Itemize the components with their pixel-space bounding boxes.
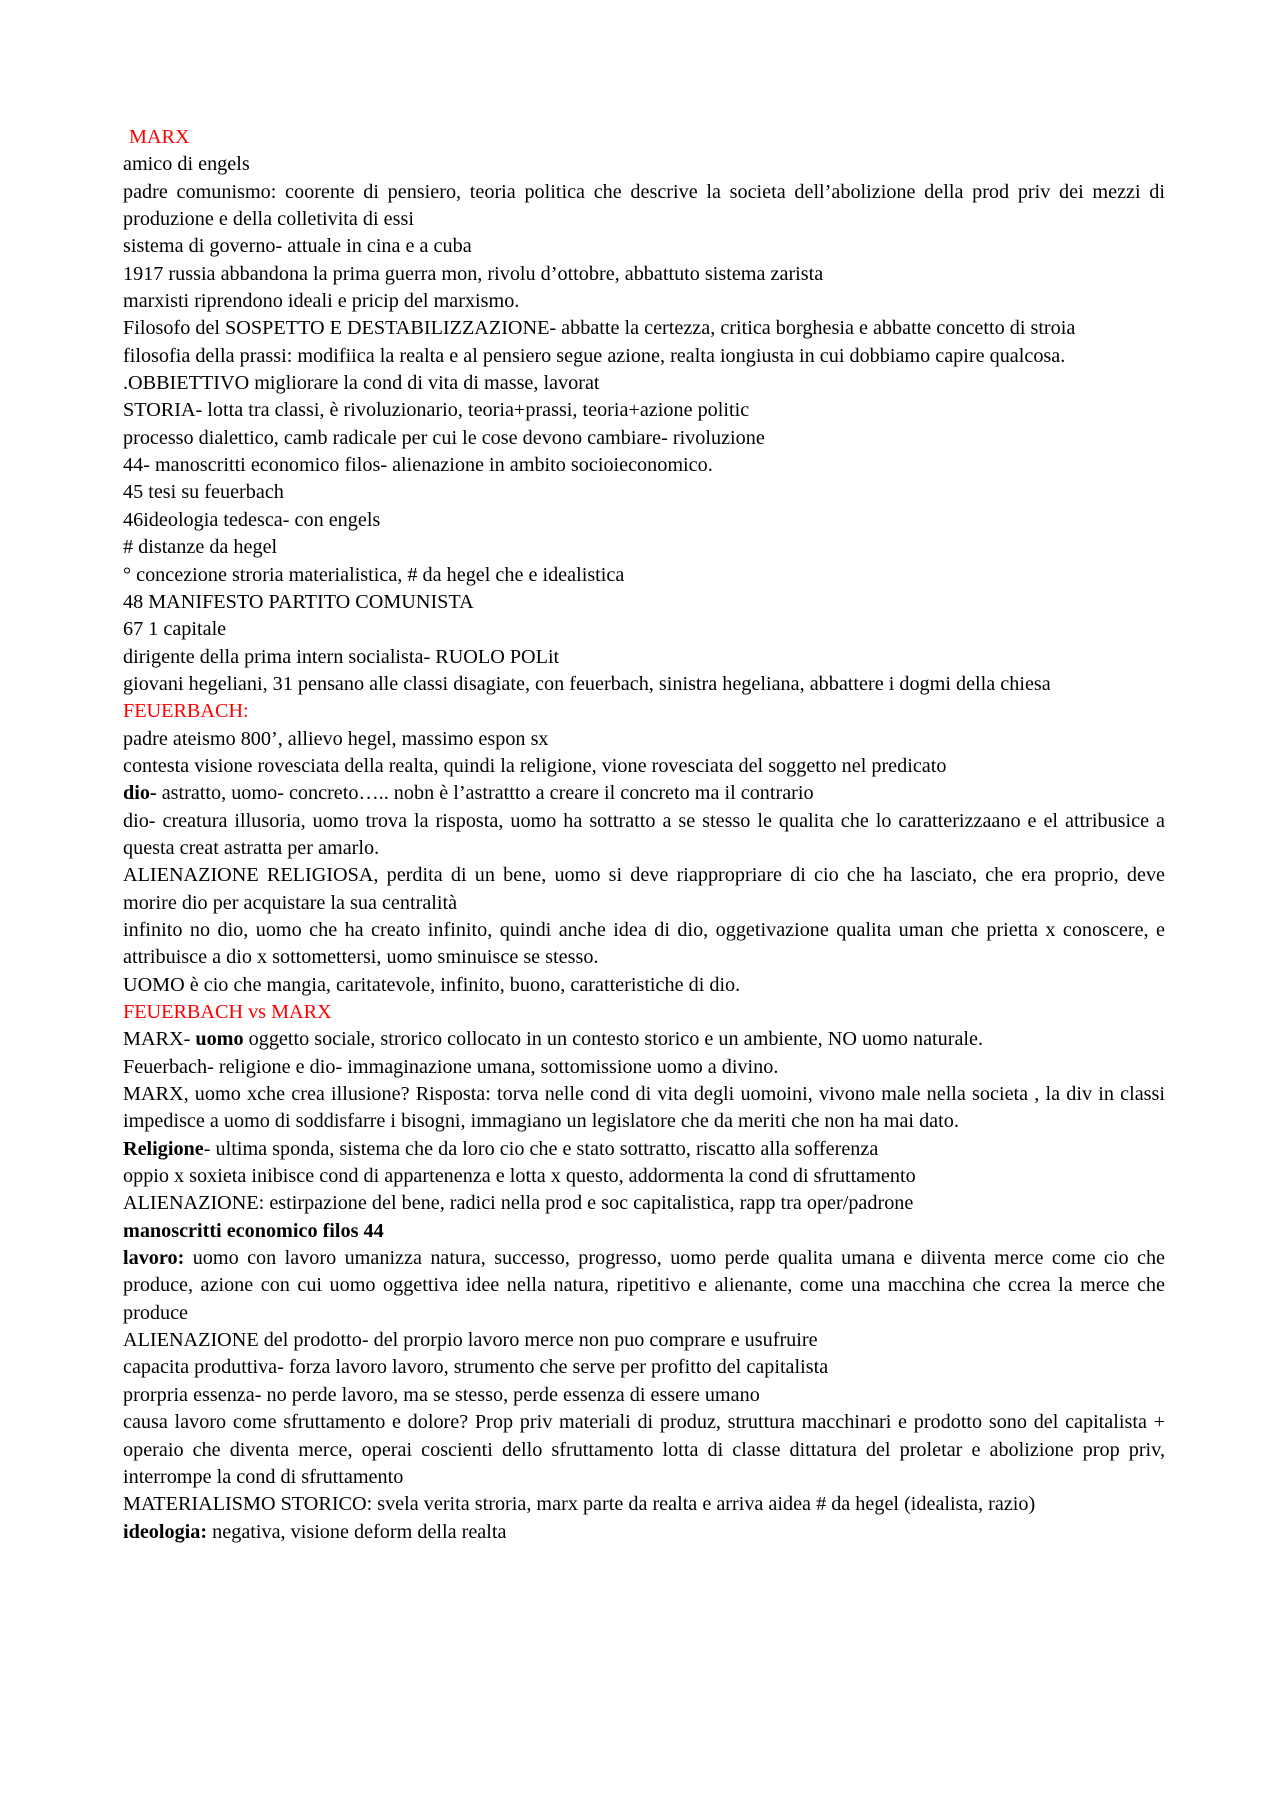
text-line bbox=[123, 1245, 1165, 1327]
text-line bbox=[123, 616, 1165, 643]
line-text: dirigente della prima intern socialista- RUOLO POLit bbox=[123, 645, 560, 668]
text-line bbox=[123, 425, 1165, 452]
line-text: STORIA- lotta tra classi, è rivoluzionario, teoria+prassi, teoria+azione politic bbox=[123, 399, 750, 422]
section-heading-feuerbach-vs-marx: FEUERBACH vs MARX bbox=[123, 1001, 332, 1023]
text-line bbox=[123, 671, 1165, 698]
text-line bbox=[123, 397, 1165, 424]
bold-term: lavoro: bbox=[123, 1247, 185, 1270]
text-line bbox=[123, 261, 1165, 288]
line-text: infinito no dio, uomo che ha creato infinito, quindi anche idea di dio, oggetivazione qualita uman che prietta x conoscere, e attribuisce a dio x sottomettersi, uomo sminuisce se stesso. bbox=[123, 918, 1165, 969]
line-text: Filosofo del SOSPETTO E DESTABILIZZAZIONE- abbatte la certezza, critica borghesia e abbatte concetto di stroia bbox=[123, 317, 1076, 340]
text-line bbox=[123, 479, 1165, 506]
line-text: MARX, uomo xche crea illusione? Risposta: torva nelle cond di vita degli uomoini, vivono male nella societa , la div in classi impedisce a uomo di soddisfarre i bisogni, immagiano un legislatore che da meriti che non ha mai dato. bbox=[123, 1083, 1165, 1133]
text-line bbox=[123, 452, 1165, 479]
line-text: oggetto sociale, strorico collocato in un contesto storico e un ambiente, NO uomo naturale. bbox=[243, 1028, 984, 1051]
text-line bbox=[123, 534, 1165, 561]
text-line bbox=[123, 1491, 1165, 1518]
line-text: oppio x soxieta inibisce cond di appartenenza e lotta x questo, addormenta la cond di sfruttamento bbox=[123, 1165, 916, 1188]
text-line bbox=[123, 1190, 1165, 1217]
line-text: 67 1 capitale bbox=[123, 618, 227, 641]
line-text: ° concezione stroria materialistica, # da hegel che e idealistica bbox=[123, 563, 625, 586]
section-body-feuerbach bbox=[123, 726, 1165, 999]
text-line bbox=[123, 808, 1165, 863]
line-text: - ultima sponda, sistema che da loro cio che e stato sottratto, riscatto alla sofferenza bbox=[203, 1137, 879, 1160]
text-line bbox=[123, 862, 1165, 917]
line-text: 46ideologia tedesca- con engels bbox=[123, 508, 381, 531]
text-line bbox=[123, 179, 1165, 234]
line-text: contesta visione rovesciata della realta, quindi la religione, vione rovesciata del soggetto nel predicato bbox=[123, 754, 947, 777]
bold-term: ideologia: bbox=[123, 1520, 208, 1543]
line-text: ALIENAZIONE: estirpazione del bene, radici nella prod e soc capitalistica, rapp tra oper/padrone bbox=[123, 1192, 914, 1215]
line-text: dio- creatura illusoria, uomo trova la risposta, uomo ha sottratto a se stesso le qualita che lo caratterizzaano e el attribusice a questa creat astratta per amarlo. bbox=[123, 809, 1165, 859]
text-line bbox=[123, 1163, 1165, 1190]
line-text: marxisti riprendono ideali e pricip del marxismo. bbox=[123, 290, 520, 313]
text-line bbox=[123, 1409, 1165, 1491]
section-body-marx bbox=[123, 151, 1165, 698]
line-text: giovani hegeliani, 31 pensano alle classi disagiate, con feuerbach, sinistra hegeliana, abbattere i dogmi della chiesa bbox=[123, 672, 1051, 695]
text-line bbox=[123, 1327, 1165, 1354]
line-text: astratto, uomo- concreto….. nobn è l’astrattto a creare il concreto ma il contrario bbox=[156, 782, 814, 805]
line-text: UOMO è cio che mangia, caritatevole, infinito, buono, caratteristiche di dio. bbox=[123, 973, 741, 996]
section-body-feuerbach-vs-marx bbox=[123, 1026, 1165, 1546]
line-text: capacita produttiva- forza lavoro lavoro, strumento che serve per profitto del capitalista bbox=[123, 1356, 829, 1379]
line-text: 1917 russia abbandona la prima guerra mon, rivolu d’ottobre, abbattuto sistema zarista bbox=[123, 262, 824, 285]
text-line bbox=[123, 315, 1165, 342]
text-line bbox=[123, 972, 1165, 999]
text-line bbox=[123, 726, 1165, 753]
line-text: uomo con lavoro umanizza natura, successo, progresso, uomo perde qualita umana e diiventa merce come cio che produce, azione con cui uomo oggettiva idee nella natura, ripetitivo e alienante, come una macchina che ccrea la merce che produce bbox=[123, 1247, 1165, 1324]
bold-term: manoscritti economico filos 44 bbox=[123, 1219, 384, 1242]
text-line bbox=[123, 507, 1165, 534]
text-line bbox=[123, 151, 1165, 178]
text-line bbox=[123, 1026, 1165, 1053]
line-text: ALIENAZIONE RELIGIOSA, perdita di un bene, uomo si deve riappropriare di cio che ha lasciato, che era proprio, deve morire dio per acquistare la sua centralità bbox=[123, 864, 1165, 914]
line-text: amico di engels bbox=[123, 153, 250, 176]
text-line bbox=[123, 1054, 1165, 1081]
bold-term: Religione bbox=[123, 1137, 204, 1160]
line-text: causa lavoro come sfruttamento e dolore? Prop priv materiali di produz, struttura macchinari e prodotto sono del capitalista + operaio che diventa merce, operai coscienti dello sfruttamento lotta di classe dittatura del proletar e abolizione prop priv, interrompe la cond di sfruttamento bbox=[123, 1411, 1165, 1488]
text-line bbox=[123, 1218, 1165, 1245]
text-line bbox=[123, 1081, 1165, 1136]
document-page bbox=[123, 124, 1165, 1546]
line-text: processo dialettico, camb radicale per cui le cose devono cambiare- rivoluzione bbox=[123, 426, 765, 449]
bold-term: uomo bbox=[195, 1028, 244, 1051]
text-line bbox=[123, 1354, 1165, 1381]
section-heading-feuerbach: FEUERBACH: bbox=[123, 700, 249, 723]
text-line bbox=[123, 644, 1165, 671]
line-text: # distanze da hegel bbox=[123, 536, 278, 559]
line-text: ALIENAZIONE del prodotto- del prorpio lavoro merce non puo comprare e usufruire bbox=[123, 1329, 818, 1352]
text-line bbox=[123, 1519, 1165, 1546]
text-line bbox=[123, 233, 1165, 260]
text-line bbox=[123, 343, 1165, 370]
text-line bbox=[123, 753, 1165, 780]
text-line bbox=[123, 780, 1165, 807]
line-text: .OBBIETTIVO migliorare la cond di vita di masse, lavorat bbox=[123, 372, 600, 395]
text-line bbox=[123, 1382, 1165, 1409]
text-line bbox=[123, 1136, 1165, 1163]
text-line bbox=[123, 370, 1165, 397]
text-line bbox=[123, 917, 1165, 972]
text-line bbox=[123, 562, 1165, 589]
line-text: padre ateismo 800’, allievo hegel, massimo espon sx bbox=[123, 727, 549, 750]
line-text: filosofia della prassi: modifiica la realta e al pensiero segue azione, realta iongiusta in cui dobbiamo capire qualcosa. bbox=[123, 344, 1066, 367]
bold-term: dio- bbox=[123, 782, 157, 805]
line-text: negativa, visione deform della realta bbox=[207, 1520, 507, 1543]
text-line bbox=[123, 589, 1165, 616]
line-text: Feuerbach- religione e dio- immaginazione umana, sottomissione uomo a divino. bbox=[123, 1055, 779, 1078]
line-text: 48 MANIFESTO PARTITO COMUNISTA bbox=[123, 590, 474, 613]
line-text: sistema di governo- attuale in cina e a cuba bbox=[123, 235, 472, 258]
line-text: 44- manoscritti economico filos- alienazione in ambito socioieconomico. bbox=[123, 454, 713, 477]
line-prefix: MARX- bbox=[123, 1028, 196, 1051]
line-text: padre comunismo: coorente di pensiero, teoria politica che descrive la societa dell’abolizione della prod priv dei mezzi di produzione e della colletivita di essi bbox=[123, 180, 1165, 231]
text-line bbox=[123, 288, 1165, 315]
line-text: prorpria essenza- no perde lavoro, ma se stesso, perde essenza di essere umano bbox=[123, 1383, 760, 1406]
line-text: 45 tesi su feuerbach bbox=[123, 481, 284, 504]
line-text: MATERIALISMO STORICO: svela verita stroria, marx parte da realta e arriva aidea # da hegel (idealista, razio) bbox=[123, 1493, 1036, 1516]
section-heading-marx: MARX bbox=[129, 126, 190, 148]
